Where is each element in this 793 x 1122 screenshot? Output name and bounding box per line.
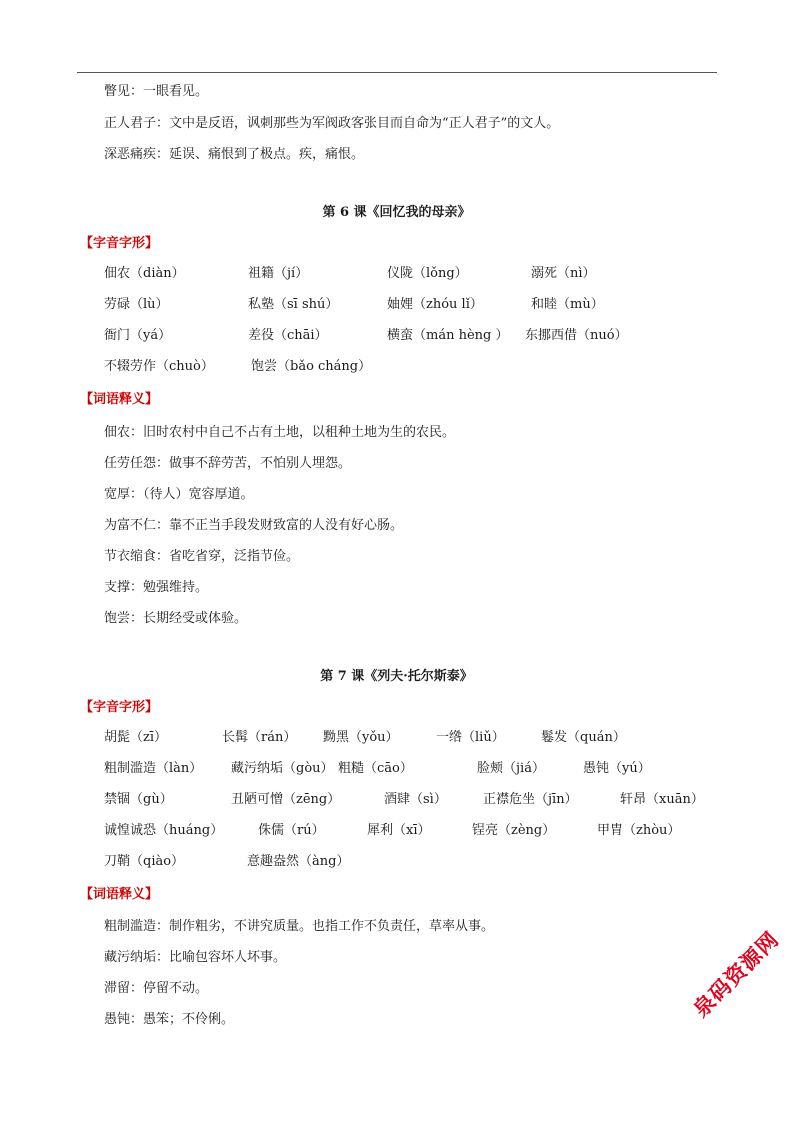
definition-line: 滞留：停留不动。 [104,981,209,996]
pron-item: 意趣盎然（àng） [247,854,350,869]
pron-item: 佃农（diàn） [104,266,185,281]
lesson-6-title: 第 6 课《回忆我的母亲》 [322,205,471,220]
definition-line: 饱尝：长期经受或体验。 [104,611,248,626]
definition-line: 瞥见：一眼看见。 [104,84,209,99]
pron-item: 脸颊（jiá） [477,761,545,776]
lesson-6-pronunciation-tag: 【字音字形】 [80,236,159,251]
pron-item: 刀鞘（qiào） [104,854,185,869]
lesson-7-pronunciation-tag: 【字音字形】 [80,700,159,715]
lesson-6-words-tag: 【词语释义】 [80,392,159,407]
pron-item: 祖籍（jí） [248,266,309,281]
definition-line: 正人君子：文中是反语，讽刺那些为军阀政客张目而自命为“正人君子”的文人。 [104,116,560,131]
pron-item: 黝黑（yǒu） [323,730,399,745]
pron-item: 禁锢（gù） [104,792,173,807]
pron-item: 和睦（mù） [531,297,604,312]
pron-item: 酒肆（sì） [384,792,447,807]
pron-item: 一绺（liǔ） [436,730,505,745]
lesson-7-words-tag: 【词语释义】 [80,887,159,902]
pron-item: 锃亮（zèng） [472,823,556,838]
pron-item: 横蛮（mán hèng ） [387,328,509,343]
pron-item: 侏儒（rú） [258,823,325,838]
pron-item: 鬈发（quán） [541,730,626,745]
pron-item: 藏污纳垢（gòu） [231,761,334,776]
pron-item: 犀利（xī） [367,823,431,838]
lesson-7-title: 第 7 课《列夫·托尔斯泰》 [320,669,473,684]
pron-item: 甲胄（zhòu） [597,823,681,838]
watermark-logo: 泉码资源网 [688,927,784,1022]
definition-line: 佃农：旧时农村中自己不占有土地，以租种土地为生的农民。 [104,425,456,440]
pron-item: 粗制滥造（làn） [104,761,203,776]
definition-line: 支撑：勉强维持。 [104,580,209,595]
pron-item: 溺死（nì） [531,266,596,281]
header-rule [77,72,717,73]
definition-line: 粗制滥造：制作粗劣，不讲究质量。也指工作不负责任，草率从事。 [104,919,495,934]
pron-item: 不辍劳作（chuò） [104,359,214,374]
pron-item: 粗糙（cāo） [338,761,413,776]
pron-item: 长髯（rán） [222,730,297,745]
pron-item: 东挪西借（nuó） [525,328,628,343]
pron-item: 诚惶诚恐（huáng） [104,823,224,838]
pron-item: 妯娌（zhóu lǐ） [387,297,483,312]
pron-item: 轩昂（xuān） [620,792,704,807]
definition-line: 藏污纳垢：比喻包容坏人坏事。 [104,950,287,965]
pron-item: 愚钝（yú） [583,761,651,776]
definition-line: 宽厚：（待人）宽容厚道。 [104,487,254,502]
definition-line: 深恶痛疾：延误、痛恨到了极点。疾，痛恨。 [104,147,365,162]
definition-line: 愚钝：愚笨；不伶俐。 [104,1012,235,1027]
definition-line: 为富不仁：靠不正当手段发财致富的人没有好心肠。 [104,518,404,533]
pron-item: 劳碌（lù） [104,297,169,312]
pron-item: 饱尝（bǎo cháng） [251,359,372,374]
pron-item: 胡髭（zī） [104,730,168,745]
pron-item: 差役（chāi） [248,328,328,343]
pron-item: 仪陇（lǒng） [387,266,468,281]
pron-item: 正襟危坐（jīn） [483,792,578,807]
definition-line: 节衣缩食：省吃省穿，泛指节俭。 [104,549,300,564]
pron-item: 衙门（yá） [104,328,172,343]
pron-item: 私塾（sī shú） [248,297,339,312]
definition-line: 任劳任怨：做事不辞劳苦，不怕别人埋怨。 [104,456,352,471]
pron-item: 丑陋可憎（zēng） [231,792,341,807]
